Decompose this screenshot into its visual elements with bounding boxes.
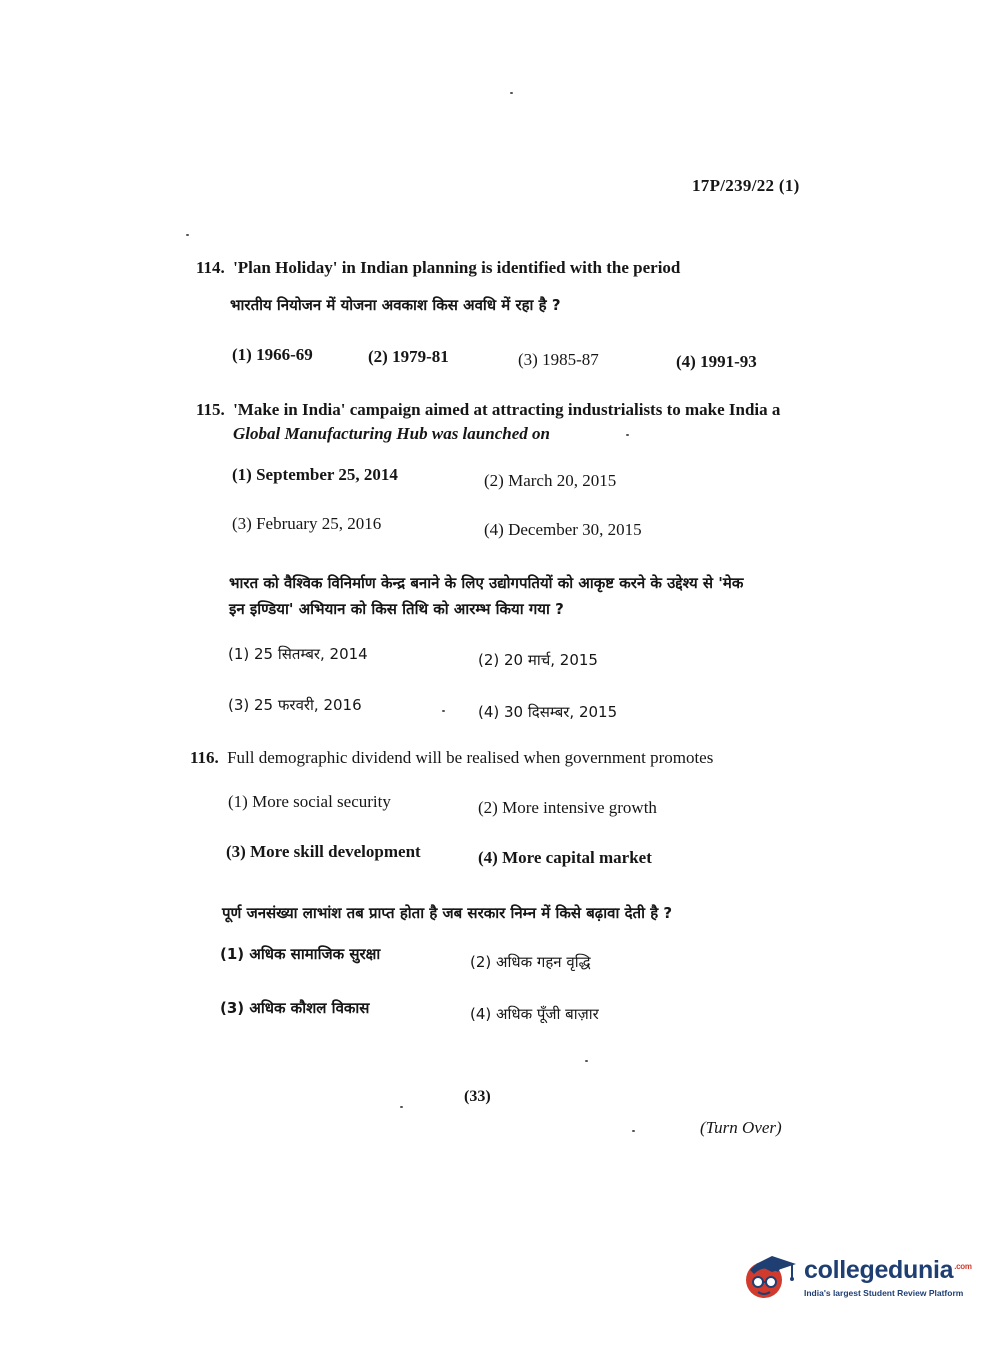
question-114 xyxy=(196,256,680,280)
option-115-4: (4) December 30, 2015 xyxy=(484,520,642,539)
option-114-3: (3) 1985-87 xyxy=(518,350,599,369)
option-116-hi-2: (2) अधिक गहन वृद्धि xyxy=(470,953,591,971)
scan-speck xyxy=(632,1130,635,1132)
scan-speck xyxy=(400,1106,403,1108)
question-text-line1: 'Make in India' campaign aimed at attracting industrialists to make India a xyxy=(233,400,781,419)
paper-code: 17P/239/22 (1) xyxy=(692,176,800,195)
question-115 xyxy=(196,398,780,422)
question-115-hindi-line2: इन इण्डिया' अभियान को किस तिथि को आरम्भ किया गया ? xyxy=(229,600,564,618)
question-115-hindi-line1: भारत को वैश्विक विनिर्माण केन्द्र बनाने के लिए उद्योगपतियों को आकृष्ट करने के उद्देश्य से 'मेक xyxy=(229,574,744,592)
option-114-4: (4) 1991-93 xyxy=(676,352,757,371)
question-number: 114. xyxy=(196,258,225,277)
option-114-2: (2) 1979-81 xyxy=(368,347,449,366)
scan-speck xyxy=(442,710,445,712)
question-116-hindi: पूर्ण जनसंख्या लाभांश तब प्राप्त होता है जब सरकार निम्न में किसे बढ़ावा देती है ? xyxy=(222,904,673,922)
option-115-hi-4: (4) 30 दिसम्बर, 2015 xyxy=(478,703,618,721)
question-115-line2: Global Manufacturing Hub was launched on xyxy=(233,424,550,443)
option-115-hi-1: (1) 25 सितम्बर, 2014 xyxy=(228,645,368,663)
option-116-2: (2) More intensive growth xyxy=(478,798,657,817)
option-116-hi-1: (1) अधिक सामाजिक सुरक्षा xyxy=(220,945,381,963)
option-116-1: (1) More social security xyxy=(228,792,391,811)
option-115-1: (1) September 25, 2014 xyxy=(232,465,398,484)
option-116-hi-3: (3) अधिक कौशल विकास xyxy=(220,999,370,1017)
option-115-hi-2: (2) 20 मार्च, 2015 xyxy=(478,651,598,669)
brand-name xyxy=(804,1256,972,1285)
student-mascot-icon xyxy=(742,1250,800,1308)
question-number: 115. xyxy=(196,400,225,419)
scan-speck xyxy=(186,234,189,236)
scan-speck xyxy=(626,434,629,436)
option-116-4: (4) More capital market xyxy=(478,848,652,867)
collegedunia-watermark xyxy=(742,1250,972,1310)
scan-speck xyxy=(585,1060,588,1062)
question-number: 116. xyxy=(190,748,219,767)
page-number: (33) xyxy=(464,1088,491,1105)
brand-suffix: .com xyxy=(954,1261,972,1271)
option-115-2: (2) March 20, 2015 xyxy=(484,471,617,490)
option-116-hi-4: (4) अधिक पूँजी बाज़ार xyxy=(470,1005,599,1023)
question-text: Full demographic dividend will be realised when government promotes xyxy=(227,748,714,767)
option-114-1: (1) 1966-69 xyxy=(232,345,313,364)
question-116 xyxy=(190,746,713,770)
option-115-hi-3: (3) 25 फरवरी, 2016 xyxy=(228,696,362,714)
question-114-hindi: भारतीय नियोजन में योजना अवकाश किस अवधि में रहा है ? xyxy=(230,296,561,314)
brand-text: collegedunia xyxy=(804,1256,954,1284)
question-text: 'Plan Holiday' in Indian planning is identified with the period xyxy=(233,258,681,277)
turn-over-note: (Turn Over) xyxy=(700,1118,782,1137)
brand-tagline: India's largest Student Review Platform xyxy=(804,1288,964,1298)
scan-speck xyxy=(510,92,513,94)
option-115-3: (3) February 25, 2016 xyxy=(232,514,382,533)
option-116-3: (3) More skill development xyxy=(226,842,421,861)
